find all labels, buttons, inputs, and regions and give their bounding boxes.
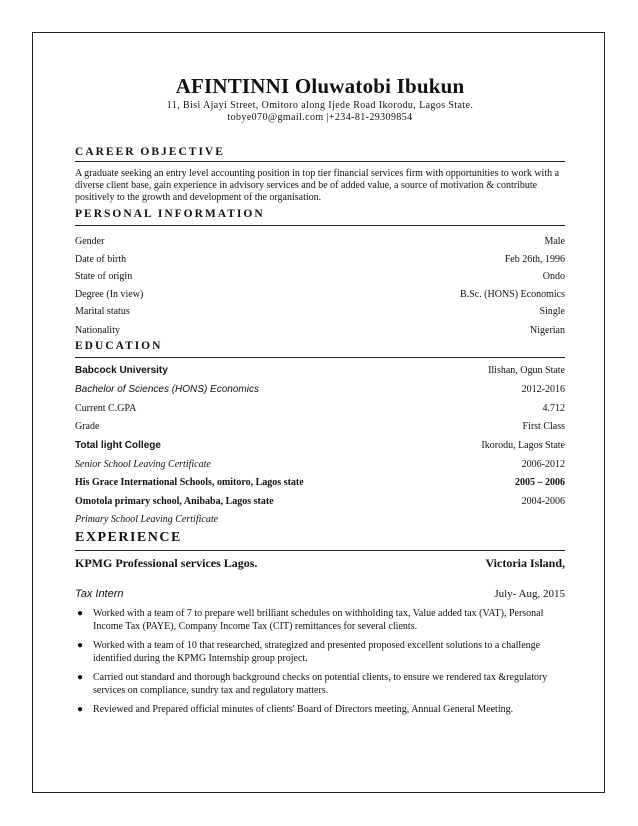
row-value: Single [539, 306, 565, 317]
row-label: Omotola primary school, Anibaba, Lagos state [75, 496, 274, 507]
row-label: Marital status [75, 306, 130, 317]
row-label: Current C.GPA [75, 403, 137, 414]
education-row [75, 362, 565, 379]
bullet-text: Reviewed and Prepared official minutes of clients' Board of Directors meeting, Annual General Meeting. [93, 704, 514, 715]
row-label: Degree (In view) [75, 289, 144, 300]
job-role: Tax Intern [75, 588, 124, 600]
address: 11, Bisi Ajayi Street, Omitoro along Ijede Road Ikorodu, Lagos State. [166, 100, 474, 111]
row-label: Grade [75, 421, 100, 432]
contact-info: tobye070@gmail.com |+234-81-29309854 [227, 112, 413, 123]
row-label: Date of birth [75, 254, 127, 265]
education-row [75, 381, 565, 398]
personal-row-degree [75, 286, 565, 303]
education-heading: EDUCATION [75, 340, 163, 352]
section-divider [75, 225, 565, 226]
education-row [75, 493, 565, 510]
row-value: Ondo [542, 271, 565, 282]
education-row [75, 456, 565, 473]
personal-row-dob [75, 251, 565, 268]
education-row [75, 437, 565, 454]
company-location: Victoria Island, [485, 556, 565, 570]
bullet-icon: ● [77, 672, 84, 683]
personal-row-nationality [75, 322, 565, 339]
row-value: B.Sc. (HONS) Economics [460, 289, 565, 300]
bullet-icon: ● [77, 608, 84, 619]
list-item [75, 640, 565, 665]
career-objective-heading: CAREER OBJECTIVE [75, 146, 225, 158]
row-value: Ilishan, Ogun State [488, 365, 565, 376]
row-value: 2005 – 2006 [515, 477, 565, 488]
row-label: Senior School Leaving Certificate [75, 459, 211, 470]
row-label: Total light College [75, 440, 161, 451]
experience-heading: EXPERIENCE [75, 530, 182, 545]
row-value: Nigerian [530, 325, 565, 336]
row-label: Gender [75, 236, 105, 247]
experience-bullets [75, 608, 565, 724]
list-item [75, 704, 565, 717]
row-value: 2004-2006 [521, 496, 565, 507]
bullet-text: Worked with a team of 10 that researched, strategized and presented proposed excellent solutions to a challenge identified during the KPMG Internship group project. [93, 640, 541, 664]
row-value: Male [544, 236, 565, 247]
row-label: Nationality [75, 325, 120, 336]
list-item [75, 672, 565, 697]
row-value: 2006-2012 [521, 459, 565, 470]
personal-row-marital [75, 303, 565, 320]
education-row [75, 418, 565, 435]
section-divider [75, 357, 565, 358]
section-divider [75, 550, 565, 551]
bullet-icon: ● [77, 704, 84, 715]
education-row [75, 400, 565, 417]
job-period: July- Aug, 2015 [494, 588, 565, 600]
row-value: 2012-2016 [521, 384, 565, 395]
education-row [75, 511, 565, 528]
row-value: 4.712 [542, 403, 565, 414]
row-label: Babcock University [75, 365, 168, 376]
personal-row-gender [75, 233, 565, 250]
bullet-text: Carried out standard and thorough background checks on potential clients, to ensure we rendered tax &regulatory services on compliance, sundry tax and regulatory matters. [93, 672, 548, 696]
personal-info-heading: PERSONAL INFORMATION [75, 208, 265, 220]
personal-row-state [75, 268, 565, 285]
row-label: His Grace International Schools, omitoro, Lagos state [75, 477, 304, 488]
list-item [75, 608, 565, 633]
career-objective-text: A graduate seeking an entry level accounting position in top tier financial services firm with opportunities to work with a diverse client base, gain experience in advisory services and be of added value, a source of motivation & contribute positively to the growth and development of the organisation. [75, 168, 560, 203]
row-label: Bachelor of Sciences (HONS) Economics [75, 384, 259, 395]
bullet-text: Worked with a team of 7 to prepare well brilliant schedules on withholding tax, Value added tax (VAT), Personal Income Tax (PAYE), Company Income Tax (CIT) remittances for several clients. [93, 608, 544, 632]
row-value: Feb 26th, 1996 [504, 254, 565, 265]
bullet-icon: ● [77, 640, 84, 651]
row-value: Ikorodu, Lagos State [481, 440, 565, 451]
candidate-name: AFINTINNI Oluwatobi Ibukun [175, 74, 465, 98]
row-label: State of origin [75, 271, 133, 282]
education-row [75, 474, 565, 491]
row-value: First Class [522, 421, 565, 432]
row-label: Primary School Leaving Certificate [75, 514, 219, 525]
section-divider [75, 161, 565, 162]
company-name: KPMG Professional services Lagos. [75, 556, 258, 570]
